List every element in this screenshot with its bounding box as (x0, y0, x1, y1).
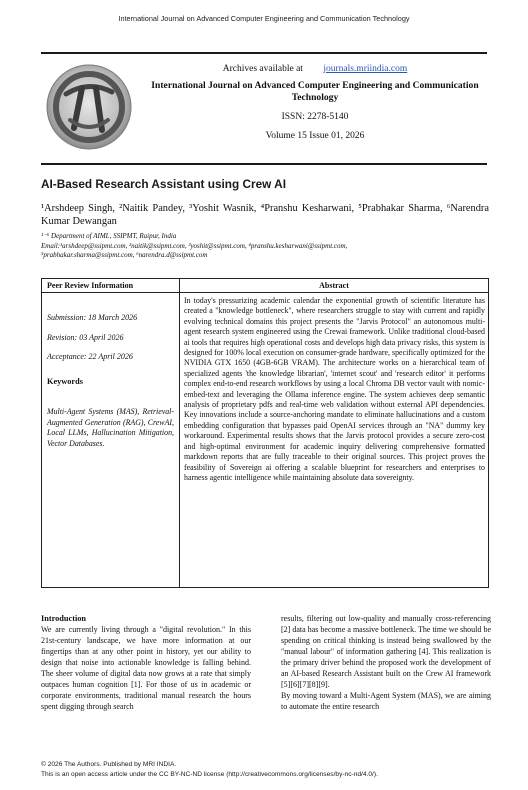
license-footer (41, 760, 511, 779)
keywords-text: Multi-Agent Systems (MAS), Retrieval-Augmented Generation (RAG), CrewAI, Local LLMs, Hallucination Mitigation, Vector Databases. (47, 407, 174, 448)
volume-issue: Volume 15 Issue 01, 2026 (265, 131, 365, 141)
peer-review-heading: Peer Review Information (47, 281, 134, 290)
archives-link[interactable]: journals.mriindia.com (323, 64, 408, 74)
journal-name: International Journal on Advanced Computer Engineering and Communication Technology (151, 80, 479, 103)
keywords-heading: Keywords (47, 377, 83, 386)
table-divider-right (179, 292, 489, 293)
archives-label: Archives available at (222, 64, 303, 74)
abstract-heading: Abstract (319, 281, 349, 290)
intro-paragraph-1: We are currently living through a "digital revolution." In this 21st-century landscape, we have more information at our fingertips than at any other point in history, yet our ability to design that noise into actionable knowledge is falling behind. The sheer volume of digital data now grows at a rate that simply outpaces human cognition [1]. For those of us in academic or corporate environments, traditional manual research the hours spent digging through search (41, 625, 251, 712)
license-line: This is an open access article under the CC BY-NC-ND license (http://creativecommons.org/licenses/by-nc-nd/4.0/). (41, 770, 378, 778)
email-list: Email:¹arshdeep@ssipmt.com, ²naitik@ssipmt.com, ³yoshit@ssipmt.com, ⁴pranshu.kesharwani@ssipmt.com, (41, 241, 348, 250)
table-divider-vertical (179, 279, 180, 587)
intro-column-right (281, 613, 491, 712)
author-list: ¹Arshdeep Singh, ²Naitik Pandey, ³Yoshit Wasnik, ⁴Pranshu Kesharwani, ⁵Prabhakar Sharma, ⁶Narendra Kumar Dewangan (41, 203, 489, 227)
intro-paragraph-1-continued: results, filtering out low-quality and manually cross-referencing [2] data has become a massive bottleneck. The time we should be spending on critical thinking is instead being swallowed by the "manual labour" of information gathering [4]. This realization is the primary driver behind the proposed work the development of an AI-based Research Assistant built on the Crew AI framework [5][6][7][8][9]. (281, 614, 491, 690)
journal-logo-icon (44, 62, 134, 152)
affiliation-block (41, 232, 489, 261)
header-rule-top (41, 52, 487, 54)
header-rule-bottom (41, 163, 487, 165)
running-head: International Journal on Advanced Computer Engineering and Communication Technology (118, 14, 410, 23)
table-divider-left (42, 292, 179, 293)
review-dates (47, 313, 137, 372)
intro-column-left (41, 613, 251, 712)
journal-masthead (150, 64, 480, 141)
intro-paragraph-2: By moving toward a Multi-Agent System (MAS), we are aiming to automate the entire research (281, 691, 491, 712)
archives-line (150, 64, 480, 74)
introduction-heading: Introduction (41, 614, 87, 623)
peer-review-abstract-table (41, 278, 489, 588)
email-list-continued: ⁵prabhakar.sharma@ssipmt.com, ⁶narendra.d@ssipmt.com (41, 251, 208, 260)
paper-title: AI-Based Research Assistant using Crew AI (41, 177, 286, 191)
submission-date: Submission: 18 March 2026 (47, 313, 138, 322)
acceptance-date: Acceptance: 22 April 2026 (47, 352, 133, 361)
revision-date: Revision: 03 April 2026 (47, 332, 124, 342)
copyright-line: © 2026 The Authors. Published by MRI INDIA. (41, 761, 177, 768)
issn: ISSN: 2278-5140 (281, 112, 349, 122)
affiliation: ¹⁻⁶ Department of AIML, SSIPMT, Raipur, India (41, 232, 177, 240)
abstract-text: In today's pressurizing academic calendar the exponential growth of scientific literature has created a "knowledge bottleneck", where researchers struggle to stay with current and rapidly evolving technical domains this project presents the "Jarvis Protocol" an autonomous multi-agent research system engineered using the Crewai framework. Unlike traditional cloud-based ai tools that requires high operational costs and develops high data privacy risks, this system is designed for 100% local execution on consumer-grade hardware, specifically optimized for the NVIDIA GTX 1650 (4GB-6GB VRAM). The architecture works on a hierarchical team of specialized agents 'the knowledge librarian', 'internet scout' and 'research editor' it performs complex end-to-end research workflows by using a local Chroma DB vector vault with nomic-embed-text and leveraging the Ollama inference engine. The system achieves deep semantic analysis of proprietary pdfs and real-time web validation without external API dependencies. Key innovations include a source-anchoring mandate to eliminate hallucinations and a custom embedding configuration that bypasses paid OpenAI services through an "NA" dummy key workaround. Experimental results shows that the Jarvis protocol provides a secure zero-cost and high-optimal environment for academic inquiry delivering comprehensive formatted markdown reports that are fully traceable to their original sources. This project proves the feasibility of Sovereign ai offering a scalable blueprint for researchers and enterprises to harness agentic intelligence while maintaining absolute data sovereignty. (184, 296, 485, 482)
